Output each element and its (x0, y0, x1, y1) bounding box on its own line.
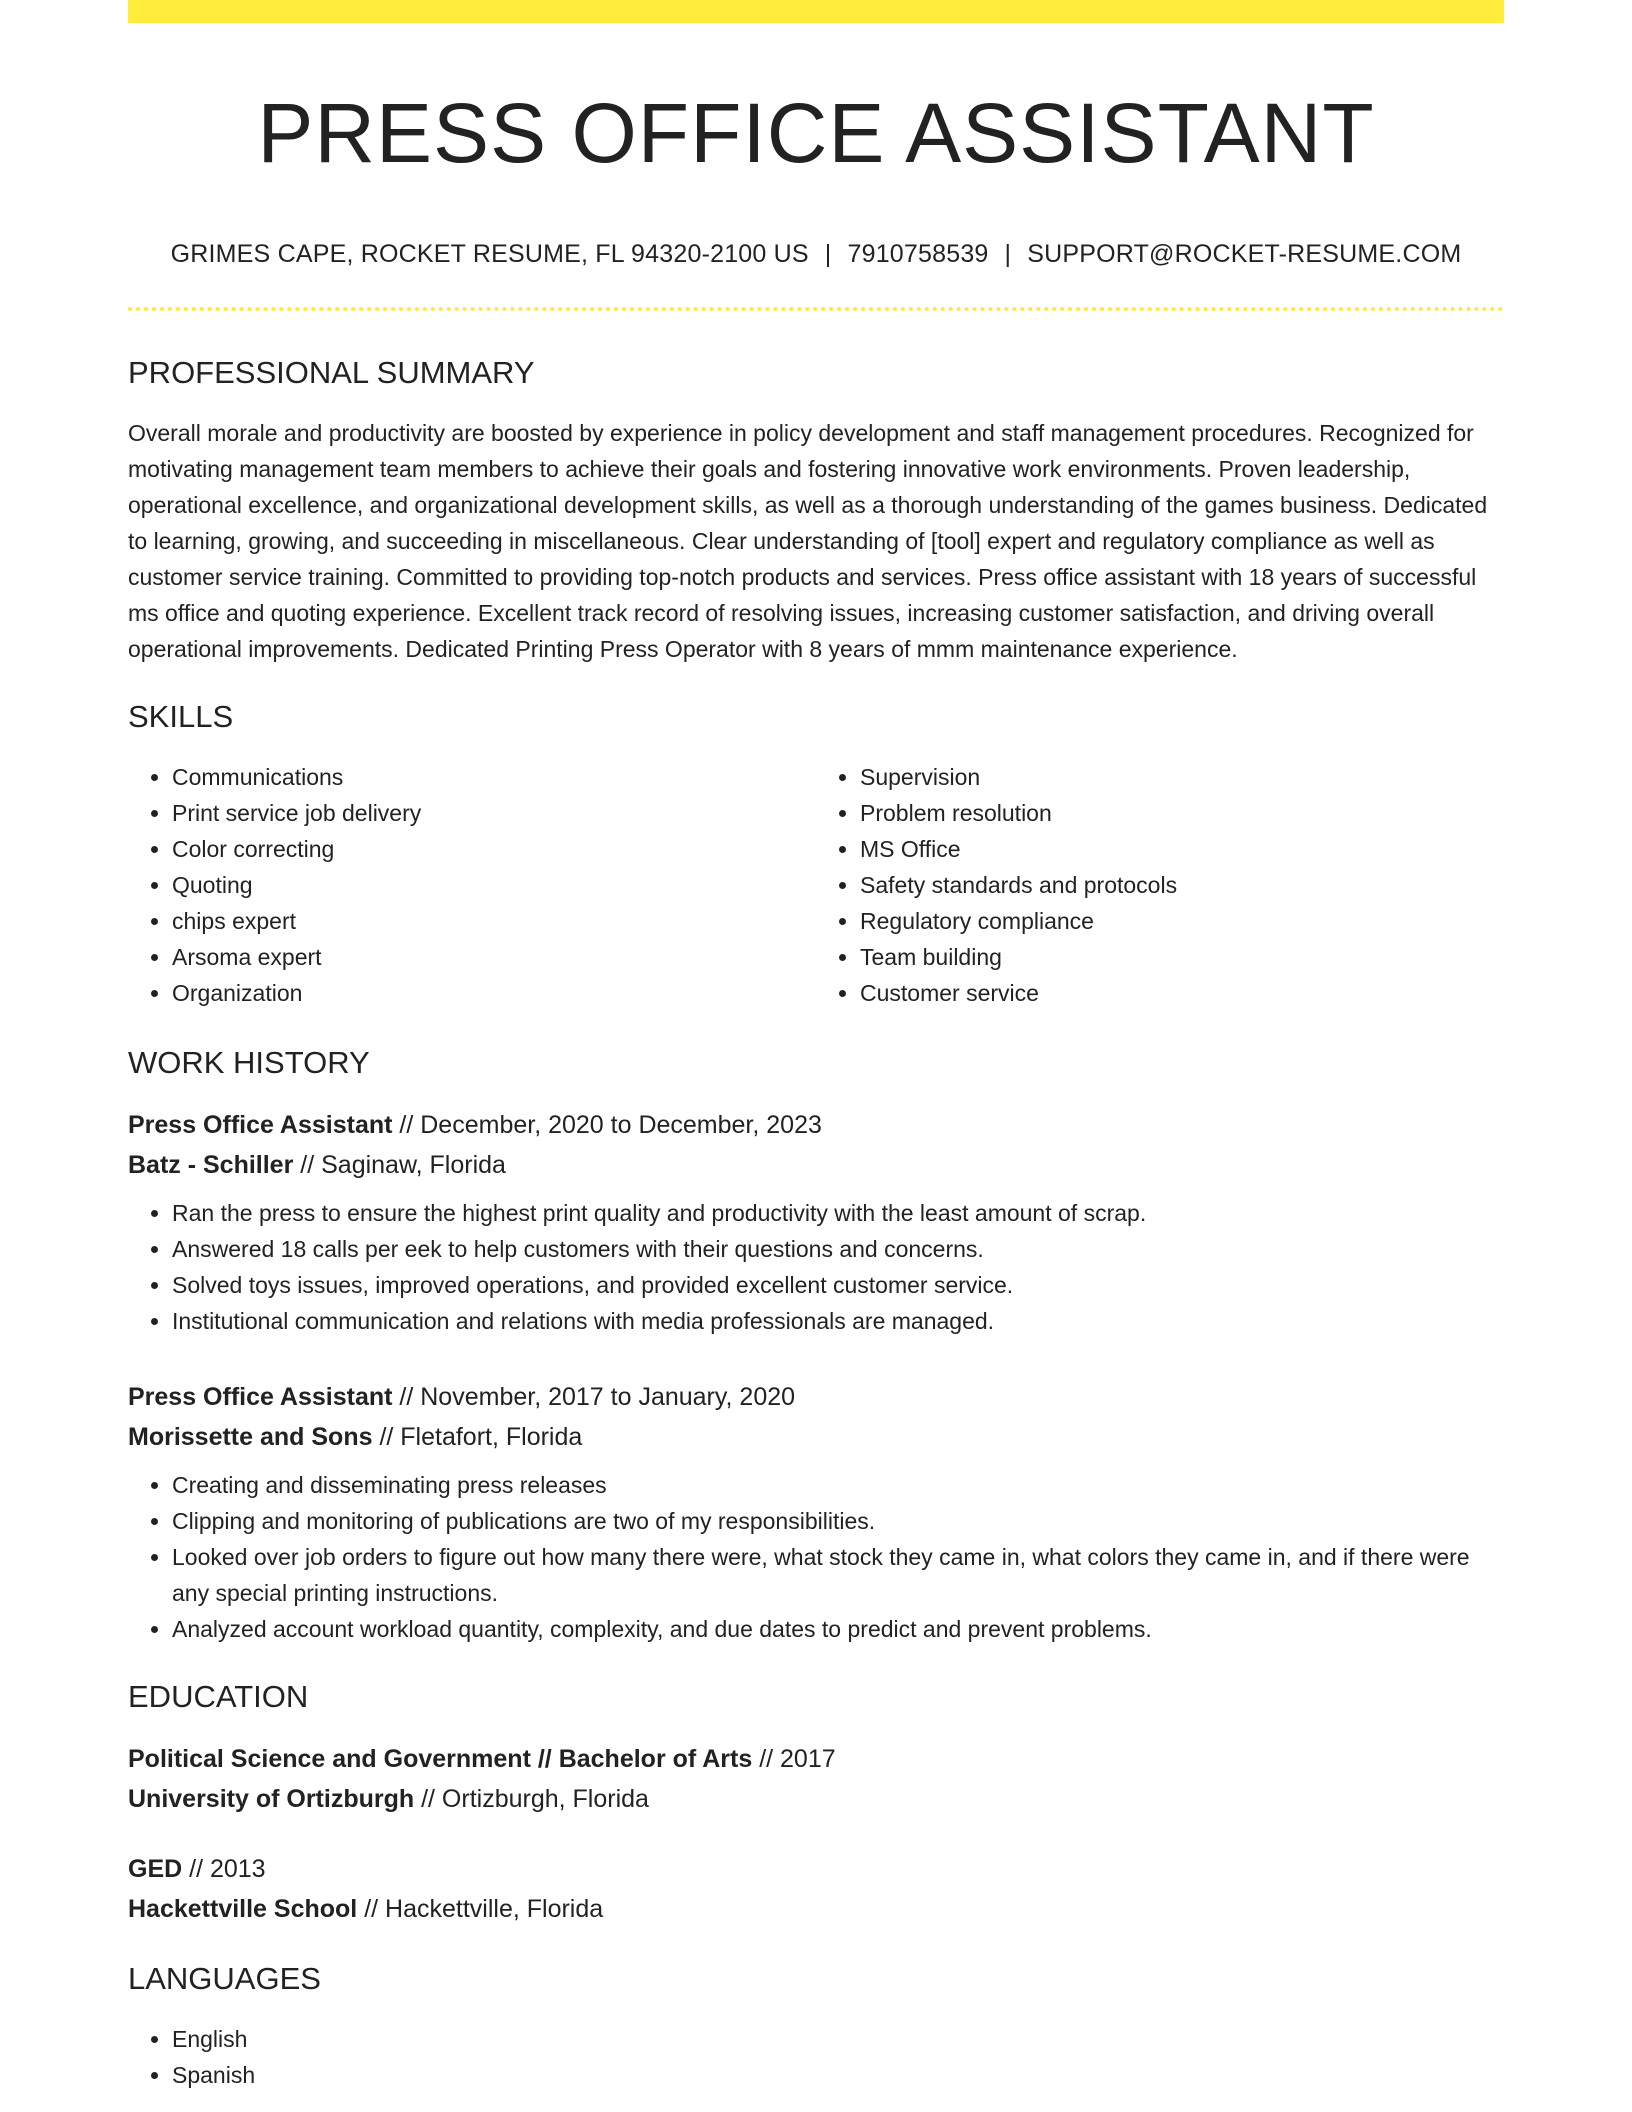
contact-email: SUPPORT@ROCKET-RESUME.COM (1027, 240, 1462, 268)
work-history-section (128, 1043, 1504, 1647)
skill-item: • Safety standards and protocols (860, 867, 1504, 903)
skills-list-left (128, 759, 816, 1011)
resume-page (128, 0, 1504, 2093)
contact-phone: 7910758539 (847, 240, 989, 268)
dotted-divider (128, 307, 1504, 311)
education-location: // Ortizburgh, Florida (414, 1785, 649, 1813)
education-location: // Hackettville, Florida (357, 1895, 604, 1923)
education-entry (128, 1849, 1504, 1929)
job-bullets (128, 1195, 1504, 1339)
skill-item: • Supervision (860, 759, 1504, 795)
skill-item: • Print service job delivery (172, 795, 816, 831)
work-history-title: WORK HISTORY (128, 1045, 370, 1080)
skill-item: • Problem resolution (860, 795, 1504, 831)
job-bullet: • Solved toys issues, improved operations, and provided excellent customer service. (172, 1267, 1504, 1303)
skill-item: • Color correcting (172, 831, 816, 867)
languages-list (128, 2021, 1504, 2093)
skill-item: • Regulatory compliance (860, 903, 1504, 939)
skill-item: • Communications (172, 759, 816, 795)
job-bullet: • Institutional communication and relations with media professionals are managed. (172, 1303, 1504, 1339)
education-degree: Political Science and Government // Bachelor of Arts (128, 1745, 753, 1773)
skill-item: • chips expert (172, 903, 816, 939)
language-item: • Spanish (172, 2057, 1504, 2093)
job-entry (128, 1377, 1504, 1647)
job-dates: // December, 2020 to December, 2023 (392, 1111, 822, 1139)
job-location: // Fletafort, Florida (372, 1423, 583, 1451)
education-entry (128, 1739, 1504, 1819)
languages-section (128, 1959, 1504, 2093)
job-bullets (128, 1467, 1504, 1647)
summary-section (128, 353, 1504, 667)
skill-item: • Arsoma expert (172, 939, 816, 975)
contact-separator: | (824, 240, 832, 268)
job-bullet: • Clipping and monitoring of publications are two of my responsibilities. (172, 1503, 1504, 1539)
job-title-line (128, 1105, 1504, 1145)
education-title: EDUCATION (128, 1679, 309, 1714)
resume-name: PRESS OFFICE ASSISTANT (257, 86, 1375, 180)
education-section (128, 1677, 1504, 1929)
education-year: // 2013 (182, 1855, 266, 1883)
education-year: // 2017 (752, 1745, 836, 1773)
education-school-line (128, 1889, 1504, 1929)
accent-top-bar (128, 0, 1504, 23)
job-bullet: • Ran the press to ensure the highest print quality and productivity with the least amount of scrap. (172, 1195, 1504, 1231)
job-entry (128, 1105, 1504, 1339)
contact-address: GRIMES CAPE, ROCKET RESUME, FL 94320-2100 US (170, 240, 809, 268)
job-title: Press Office Assistant (128, 1111, 393, 1139)
job-company: Batz - Schiller (128, 1151, 294, 1179)
skills-columns (128, 759, 1504, 1011)
skills-section (128, 697, 1504, 1011)
skill-item: • Quoting (172, 867, 816, 903)
languages-title: LANGUAGES (128, 1961, 321, 1996)
contact-separator: | (1004, 240, 1012, 268)
job-bullet: • Analyzed account workload quantity, complexity, and due dates to predict and prevent problems. (172, 1611, 1504, 1647)
job-company-line (128, 1145, 1504, 1185)
job-bullet: • Creating and disseminating press releases (172, 1467, 1504, 1503)
education-school: Hackettville School (128, 1895, 358, 1923)
skills-list-right (816, 759, 1504, 1011)
summary-title: PROFESSIONAL SUMMARY (128, 355, 535, 390)
skill-item: • Team building (860, 939, 1504, 975)
skills-title: SKILLS (128, 699, 234, 734)
education-degree: GED (128, 1855, 183, 1883)
language-item: • English (172, 2021, 1504, 2057)
job-title-line (128, 1377, 1504, 1417)
job-title: Press Office Assistant (128, 1383, 393, 1411)
education-school-line (128, 1779, 1504, 1819)
education-school: University of Ortizburgh (128, 1785, 415, 1813)
contact-line (128, 238, 1504, 270)
skill-item: • Organization (172, 975, 816, 1011)
job-bullet: • Looked over job orders to figure out how many there were, what stock they came in, what colors they came in, and if there were any special printing instructions. (172, 1539, 1504, 1611)
education-degree-line (128, 1739, 1504, 1779)
skill-item: • Customer service (860, 975, 1504, 1011)
job-location: // Saginaw, Florida (293, 1151, 506, 1179)
job-company: Morissette and Sons (128, 1423, 373, 1451)
job-company-line (128, 1417, 1504, 1457)
education-degree-line (128, 1849, 1504, 1889)
job-dates: // November, 2017 to January, 2020 (392, 1383, 796, 1411)
job-bullet: • Answered 18 calls per eek to help customers with their questions and concerns. (172, 1231, 1504, 1267)
skill-item: • MS Office (860, 831, 1504, 867)
summary-text: Overall morale and productivity are boosted by experience in policy development and staff management procedures. Recognized for motivating management team members to achieve their goals and fostering innovative work environments. Proven leadership, operational excellence, and organizational development skills, as well as a thorough understanding of the games business. Dedicated to learning, growing, and succeeding in miscellaneous. Clear understanding of [tool] expert and regulatory compliance as well as customer service training. Committed to providing top-notch products and services. Press office assistant with 18 years of successful ms office and quoting experience. Excellent track record of resolving issues, increasing customer satisfaction, and driving overall operational improvements. Dedicated Printing Press Operator with 8 years of mmm maintenance experience. (128, 420, 1488, 662)
